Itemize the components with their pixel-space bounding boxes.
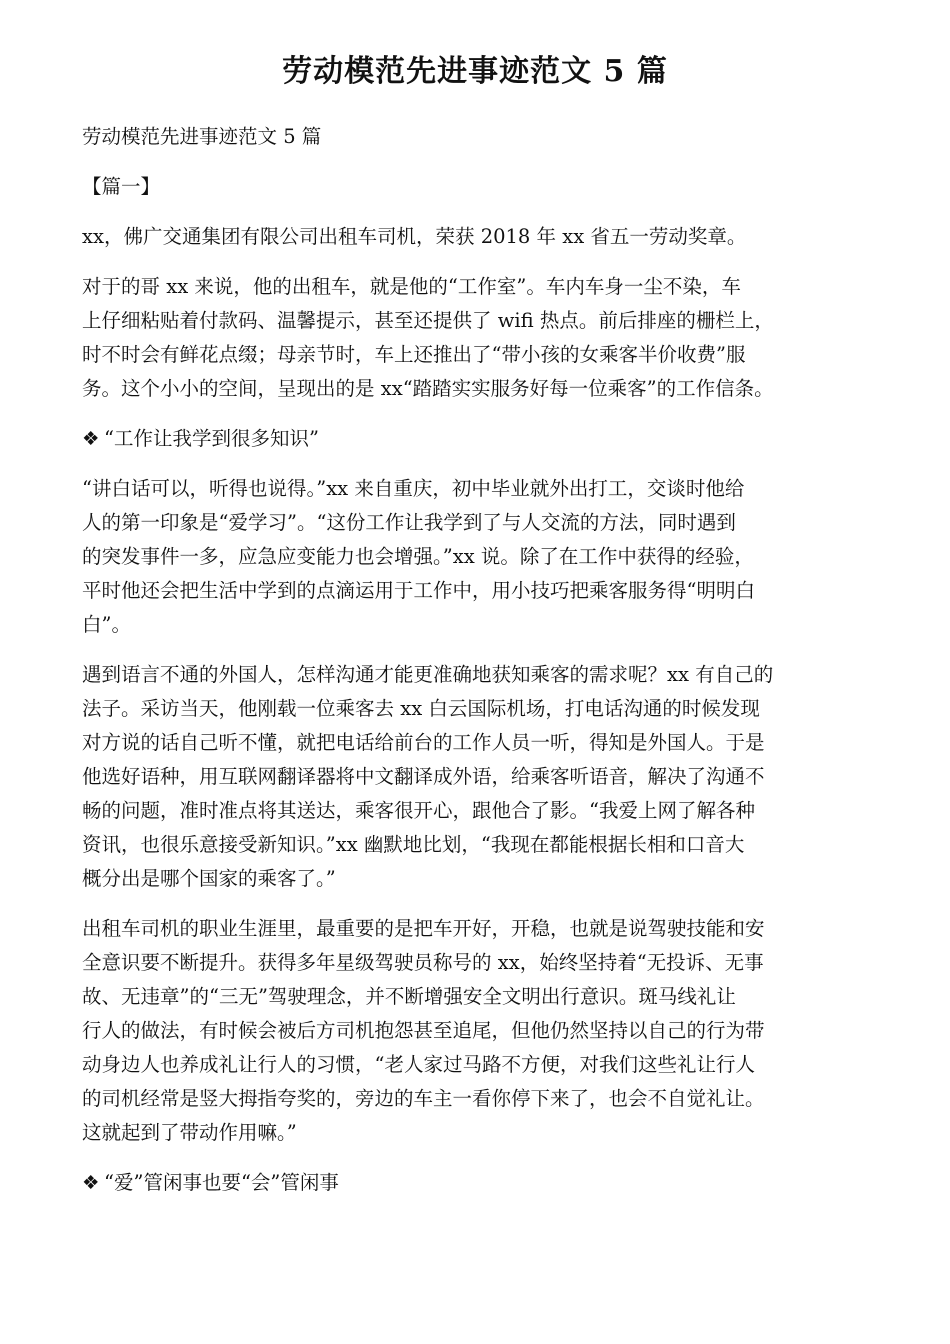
text-line: 人的第一印象是“爱学习”。“这份工作让我学到了与人交流的方法，同时遇到 (82, 511, 736, 534)
paragraph-cantonese (82, 472, 892, 642)
text-line: 务。这个小小的空间，呈现出的是 xx“踏踏实实服务好每一位乘客”的工作信条。 (82, 377, 774, 400)
text-line: 对方说的话自己听不懂，就把电话给前台的工作人员一听，得知是外国人。于是 (82, 731, 765, 754)
text-line: 出租车司机的职业生涯里，最重要的是把车开好，开稳，也就是说驾驶技能和安 (82, 917, 765, 940)
text-line: 上仔细粘贴着付款码、温馨提示，甚至还提供了 wifi 热点。前后排座的栅栏上， (82, 309, 774, 332)
text-line: 法子。采访当天，他刚载一位乘客去 xx 白云国际机场，打电话沟通的时候发现 (82, 697, 760, 720)
text-line: 时不时会有鲜花点缀；母亲节时，车上还推出了“带小孩的女乘客半价收费”服 (82, 343, 746, 366)
text-line: 概分出是哪个国家的乘客了。” (82, 867, 336, 890)
document-title: 劳动模范先进事迹范文 5 篇 (282, 54, 668, 89)
text-line: 平时他还会把生活中学到的点滴运用于工作中，用小技巧把乘客服务得“明明白 (82, 579, 755, 602)
paragraph-taxi-studio (82, 270, 892, 406)
document-body (82, 120, 892, 1216)
diamond-bullet-icon: ❖ (82, 427, 100, 450)
text-line: 遇到语言不通的外国人，怎样沟通才能更准确地获知乘客的需求呢？xx 有自己的 (82, 663, 774, 686)
diamond-bullet-icon: ❖ (82, 1171, 100, 1194)
paragraph-safety (82, 912, 892, 1150)
subheading-text: “工作让我学到很多知识” (104, 427, 319, 450)
document-subtitle: 劳动模范先进事迹范文 5 篇 (82, 125, 322, 148)
text-line: 故、无违章”的“三无”驾驶理念，并不断增强安全文明出行意识。斑马线礼让 (82, 985, 736, 1008)
subheading-meddling (82, 1166, 892, 1200)
text-line: 畅的问题，准时准点将其送达，乘客很开心，跟他合了影。“我爱上网了解各种 (82, 799, 755, 822)
text-line: 白”。 (82, 613, 131, 636)
paragraph-foreigners (82, 658, 892, 896)
section-label: 【篇一】 (82, 175, 161, 198)
text-line: 的突发事件一多，应急应变能力也会增强。”xx 说。除了在工作中获得的经验， (82, 545, 754, 568)
text-line: 对于的哥 xx 来说，他的出租车，就是他的“工作室”。车内车身一尘不染，车 (82, 275, 741, 298)
subheading-text: “爱”管闲事也要“会”管闲事 (104, 1171, 339, 1194)
text-line: 全意识要不断提升。获得多年星级驾驶员称号的 xx，始终坚持着“无投诉、无事 (82, 951, 764, 974)
text-line: “讲白话可以，听得也说得。”xx 来自重庆，初中毕业就外出打工，交谈时他给 (82, 477, 745, 500)
paragraph-intro (82, 220, 892, 254)
text-line: 动身边人也养成礼让行人的习惯，“老人家过马路不方便，对我们这些礼让行人 (82, 1053, 755, 1076)
text-line: 资讯，也很乐意接受新知识。”xx 幽默地比划，“我现在都能根据长相和口音大 (82, 833, 745, 856)
text-line: xx，佛广交通集团有限公司出租车司机，荣获 2018 年 xx 省五一劳动奖章。 (82, 225, 747, 248)
text-line: 这就起到了带动作用嘛。” (82, 1121, 297, 1144)
subheading-learning (82, 422, 892, 456)
text-line: 行人的做法，有时候会被后方司机抱怨甚至追尾，但他仍然坚持以自己的行为带 (82, 1019, 765, 1042)
text-line: 他选好语种，用互联网翻译器将中文翻译成外语，给乘客听语音，解决了沟通不 (82, 765, 765, 788)
text-line: 的司机经常是竖大拇指夸奖的，旁边的车主一看你停下来了，也会不自觉礼让。 (82, 1087, 765, 1110)
